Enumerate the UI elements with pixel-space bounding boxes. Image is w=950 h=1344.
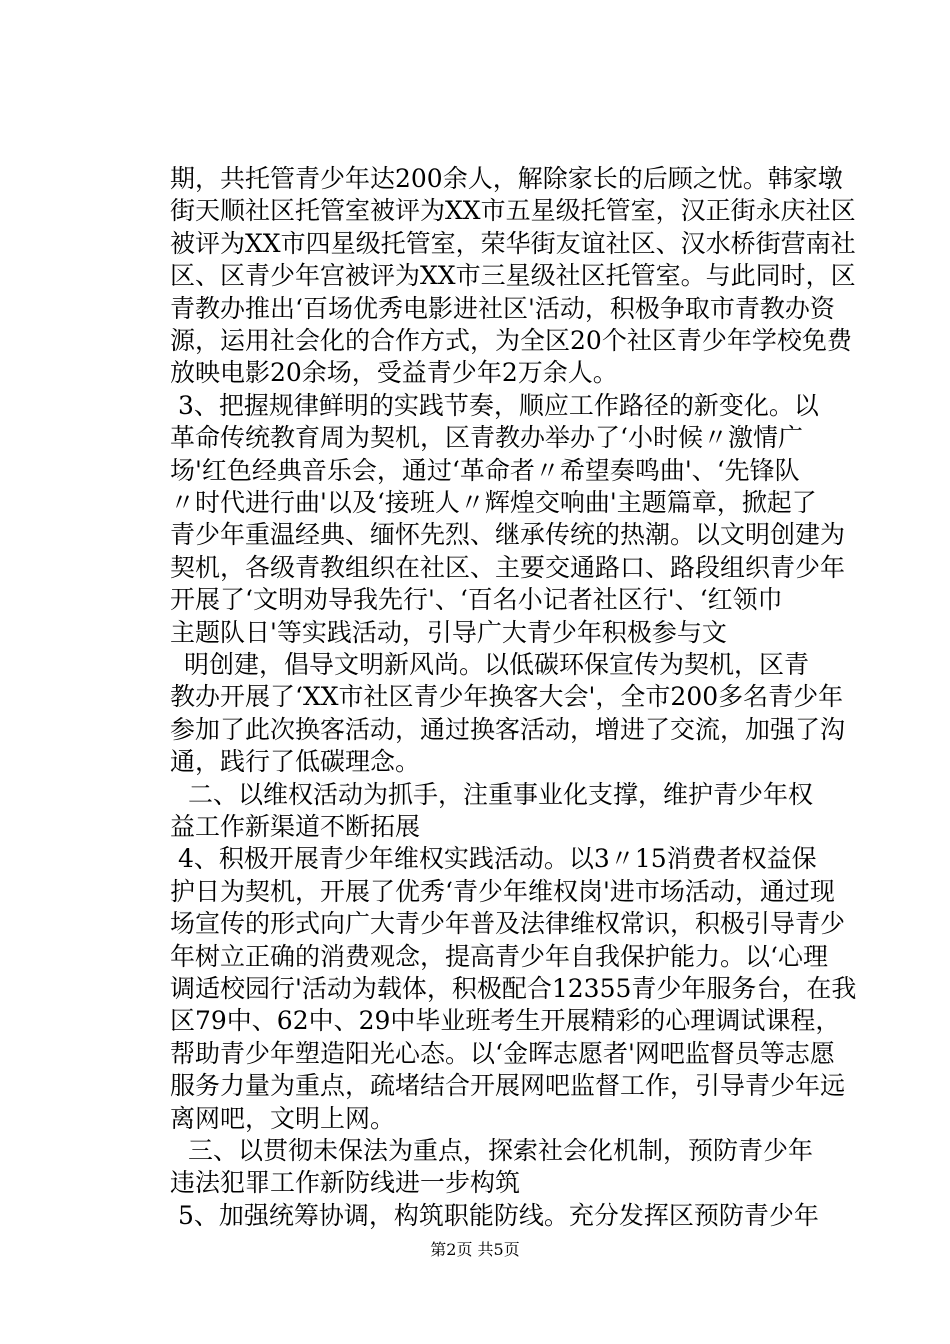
text-line: 〃时代进行曲'以及‘接班人〃辉煌交响曲'主题篇章，掀起了 — [170, 488, 817, 517]
text-line: 期，共托管青少年达200余人，解除家长的后顾之忧。韩家墩 — [170, 164, 843, 193]
text-line: 源，运用社会化的合作方式，为全区20个社区青少年学校免费 — [170, 326, 852, 355]
text-line: 参加了此次换客活动，通过换客活动，增进了交流，加强了沟 — [170, 714, 846, 744]
text-line: 放映电影20余场，受益青少年2万余人。 — [170, 358, 618, 388]
text-line: 明创建，倡导文明新风尚。以低碳环保宣传为契机，区青 — [184, 650, 810, 679]
text-line: 主题队日'等实践活动，引导广大青少年积极参与文 — [170, 617, 727, 647]
section-heading: 违法犯罪工作新防线进一步构筑 — [170, 1168, 521, 1198]
page-number-footer: 第2页 共5页 — [430, 1240, 520, 1259]
text-line: 服务力量为重点，疏堵结合开展网吧监督工作，引导青少年远 — [170, 1071, 846, 1101]
text-line: 5、加强统筹协调，构筑职能防线。充分发挥区预防青少年 — [178, 1200, 819, 1230]
text-line: 革命传统教育周为契机，区青教办举办了‘小时候〃激情广 — [170, 423, 803, 453]
text-line: 场宣传的形式向广大青少年普及法律维权常识，积极引导青少 — [170, 909, 846, 939]
text-line: 区、区青少年宫被评为XX市三星级社区托管室。与此同时，区 — [170, 261, 856, 291]
section-heading: 三、以贯彻未保法为重点，探索社会化机制，预防青少年 — [188, 1136, 814, 1165]
text-line: 街天顺社区托管室被评为XX市五星级托管室，汉正街永庆社区 — [170, 196, 856, 226]
text-line: 开展了‘文明劝导我先行'、‘百名小记者社区行'、‘红领巾 — [170, 585, 783, 615]
text-line: 离网吧，文明上网。 — [170, 1103, 396, 1133]
text-line: 护日为契机，开展了优秀‘青少年维权岗'进市场活动，通过现 — [170, 876, 835, 906]
text-line: 4、积极开展青少年维权实践活动。以3〃15消费者权益保 — [178, 844, 817, 874]
text-line: 年树立正确的消费观念，提高青少年自我保护能力。以‘心理 — [170, 941, 828, 971]
text-line: 3、把握规律鲜明的实践节奏，顺应工作路径的新变化。以 — [178, 390, 819, 420]
text-line: 帮助青少年塑造阳光心态。以‘金晖志愿者'网吧监督员等志愿 — [170, 1038, 835, 1068]
text-line: 青少年重温经典、缅怀先烈、继承传统的热潮。以文明创建为 — [170, 520, 846, 550]
text-line: 通，践行了低碳理念。 — [170, 747, 421, 777]
text-line: 被评为XX市四星级托管室，荣华街友谊社区、汉水桥街营南社 — [170, 228, 856, 258]
section-heading: 二、以维权活动为抓手，注重事业化支撑，维护青少年权 — [188, 779, 814, 809]
text-line: 调适校园行'活动为载体，积极配合12355青少年服务台，在我 — [170, 974, 857, 1003]
text-line: 区79中、62中、29中毕业班考生开展精彩的心理调试课程， — [170, 1006, 841, 1036]
text-line: 场'红色经典音乐会，通过‘革命者〃希望奏鸣曲'、‘先锋队 — [170, 455, 800, 485]
text-line: 教办开展了‘XX市社区青少年换客大会'，全市200多名青少年 — [170, 682, 844, 712]
section-heading: 益工作新渠道不断拓展 — [170, 812, 421, 841]
text-line: 青教办推出‘百场优秀电影进社区'活动，积极争取市青教办资 — [170, 293, 835, 323]
text-line: 契机，各级青教组织在社区、主要交通路口、路段组织青少年 — [170, 552, 846, 582]
